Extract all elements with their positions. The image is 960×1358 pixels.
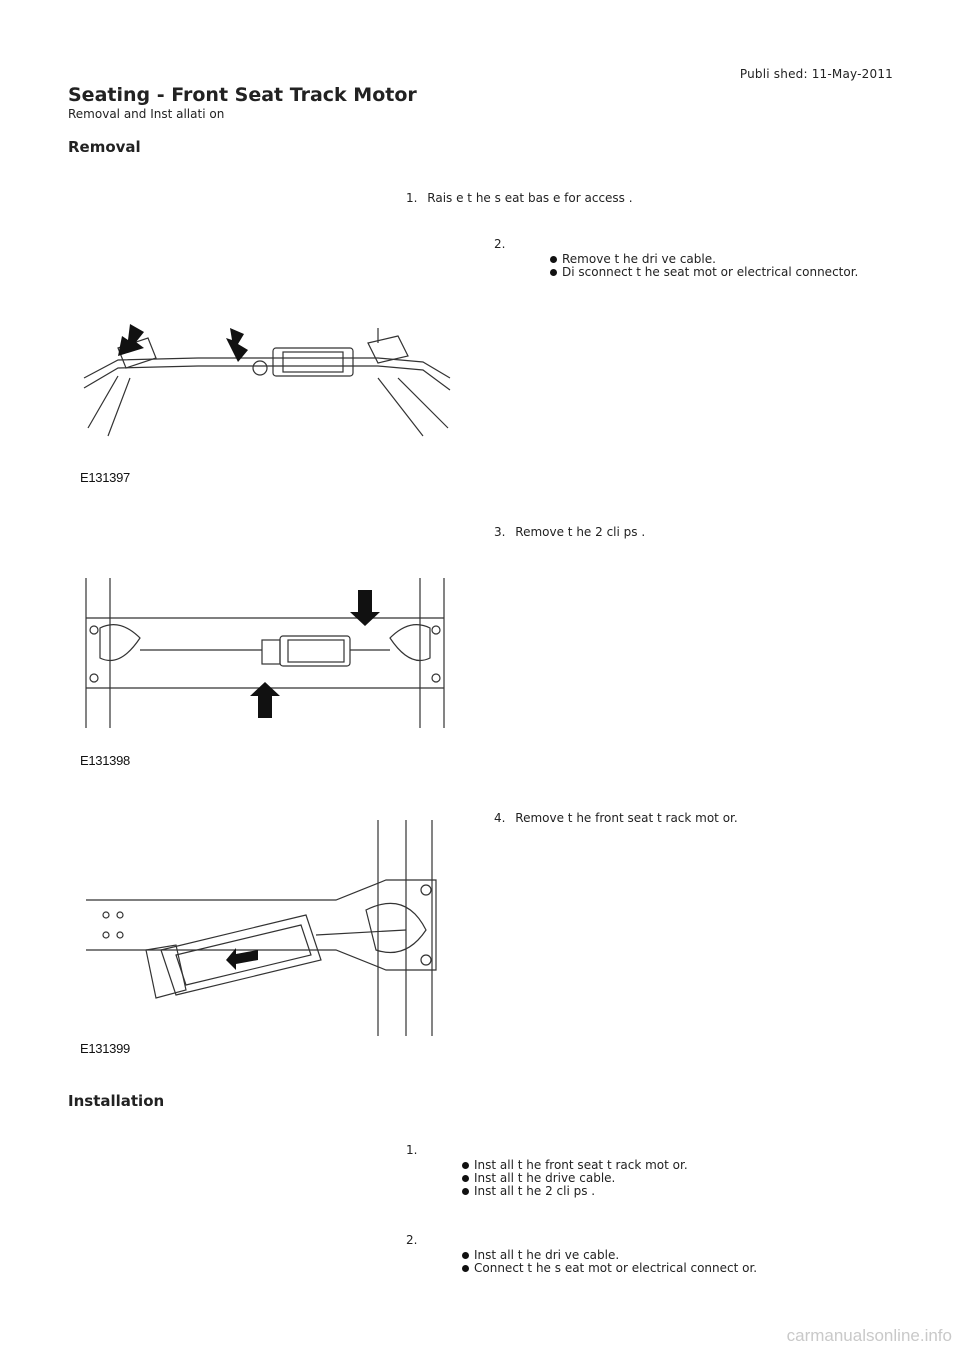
installation-step-1-bullets [460, 1159, 688, 1198]
step-number: 3. [494, 525, 506, 539]
bullet-item: Remove t he dri ve cable. [548, 253, 858, 266]
step-text: Remove t he front seat t rack mot or. [515, 811, 738, 825]
figure-e131397-illustration [78, 318, 458, 438]
page-title: Seating - Front Seat Track Motor [68, 84, 417, 106]
removal-step-1 [406, 191, 633, 205]
page-subtitle: Removal and Inst allati on [68, 107, 225, 121]
bullet-item: Di sconnect t he seat mot or electrical connector. [548, 266, 858, 279]
step-text: Remove t he 2 cli ps . [515, 525, 646, 539]
installation-step-1-number: 1. [406, 1143, 418, 1157]
step-text: Rais e t he s eat bas e for access . [427, 191, 633, 205]
removal-step-3 [494, 525, 645, 539]
installation-step-2-number: 2. [406, 1233, 418, 1247]
bullet-item: Inst all t he dri ve cable. [460, 1249, 757, 1262]
installation-step-2-bullets [460, 1249, 757, 1275]
step-number: 1. [406, 191, 418, 205]
bullet-item: Inst all t he drive cable. [460, 1172, 688, 1185]
step-number: 4. [494, 811, 506, 825]
figure-label: E131399 [80, 1041, 130, 1056]
figure-e131399-illustration [86, 820, 450, 1036]
removal-step-4 [494, 811, 738, 825]
removal-heading: Removal [68, 138, 141, 156]
bullet-item: Inst all t he front seat t rack mot or. [460, 1159, 688, 1172]
figure-e131398-illustration [80, 578, 452, 728]
figure-label: E131398 [80, 753, 130, 768]
figure-label: E131397 [80, 470, 130, 485]
removal-step-2-bullets [548, 253, 858, 279]
published-date: Publi shed: 11-May-2011 [739, 67, 893, 81]
watermark: carmanualsonline.info [786, 1326, 952, 1345]
installation-heading: Installation [68, 1092, 165, 1110]
removal-step-2-number: 2. [494, 237, 506, 251]
bullet-item: Inst all t he 2 cli ps . [460, 1185, 688, 1198]
bullet-item: Connect t he s eat mot or electrical connect or. [460, 1262, 757, 1275]
